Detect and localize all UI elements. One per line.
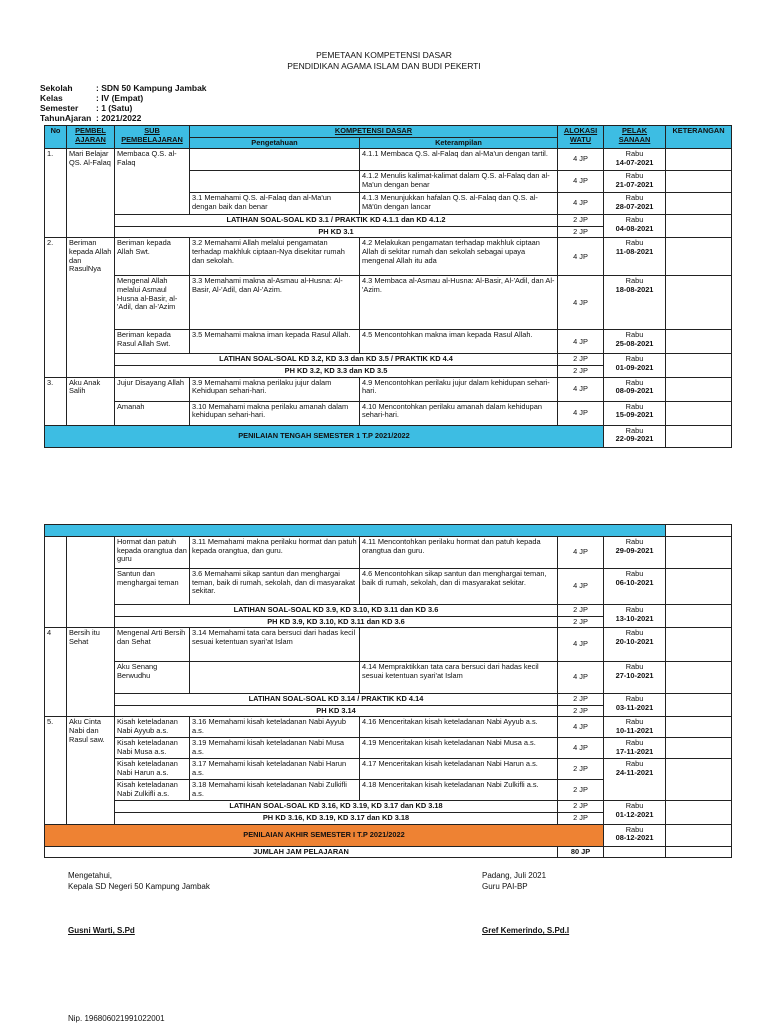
pas-label: PENILAIAN AKHIR SEMESTER I T.P 2021/2022 <box>45 824 604 846</box>
date-value: 01-12-2021 <box>615 809 654 819</box>
day-label: Rabu <box>625 238 644 248</box>
school-info <box>40 83 207 123</box>
table-row <box>45 537 732 569</box>
day-label: Rabu <box>625 569 644 578</box>
table-row <box>45 401 732 425</box>
row-date <box>604 628 666 662</box>
table-row <box>45 717 732 738</box>
row-date <box>604 846 666 858</box>
row-jp: 2 JP <box>558 759 604 780</box>
row-pengetahuan: 3.16 Memahami kisah keteladanan Nabi Ayyub a.s. <box>190 717 360 738</box>
row-sub: Aku Senang Berwudhu <box>115 662 190 694</box>
pts-label: PENILAIAN TENGAH SEMESTER 1 T.P 2021/2022 <box>45 425 604 447</box>
info-key: Semester <box>40 103 79 113</box>
table-row <box>45 149 732 171</box>
table-row <box>45 628 732 662</box>
row-keterangan <box>666 193 732 215</box>
day-label: Rabu <box>625 330 644 340</box>
day-label: Rabu <box>625 425 644 435</box>
row-pengetahuan: 3.2 Memahami Allah melalui pengamatan terhadap makhluk ciptaan-Nya disekitar rumah dan sekolah. <box>190 238 360 276</box>
row-pembelajaran: Beriman kepada Allah dan RasulNya <box>67 238 115 377</box>
row-keterangan <box>666 605 732 628</box>
latihan-row <box>45 801 732 813</box>
header-row <box>45 126 732 138</box>
date-value: 24-11-2021 <box>615 767 654 777</box>
header-band-row <box>45 525 732 537</box>
col-alokasi: ALOKASI WATU <box>558 126 604 149</box>
info-key: Sekolah <box>40 83 73 93</box>
day-label: Rabu <box>625 193 644 203</box>
col-keterangan: KETERANGAN <box>666 126 732 149</box>
row-jp: 4 JP <box>558 330 604 354</box>
row-keterangan <box>666 537 732 569</box>
sig-right-line1: Padang, Juli 2021 <box>482 871 547 880</box>
row-pembelajaran: Aku Cinta Nabi dan Rasul saw. <box>67 717 115 824</box>
row-pengetahuan: 3.18 Memahami kisah keteladanan Nabi Zulkifli a.s. <box>190 780 360 801</box>
row-jp: 4 JP <box>558 401 604 425</box>
row-pembelajaran <box>67 537 115 628</box>
blue-band <box>45 525 666 537</box>
row-keterampilan: 4.1.3 Menunjukkan hafalan Q.S. al-Falaq dan Q.S. al-Mā'ūn dengan lancar <box>360 193 558 215</box>
document-subtitle: PENDIDIKAN AGAMA ISLAM DAN BUDI PEKERTI <box>287 61 481 71</box>
date-value: 03-11-2021 <box>615 702 654 712</box>
row-pengetahuan <box>190 171 360 193</box>
day-label: Rabu <box>625 171 644 181</box>
kd-table-2 <box>44 524 732 858</box>
row-jp: 2 JP <box>558 226 604 238</box>
row-keterampilan: 4.5 Mencontohkan makna iman kepada Rasul Allah. <box>360 330 558 354</box>
pts-row <box>45 425 732 447</box>
latihan-label: LATIHAN SOAL-SOAL KD 3.9, KD 3.10, KD 3.11 dan KD 3.6 <box>115 605 558 617</box>
row-pengetahuan: 3.14 Memahami tata cara bersuci dari hadas kecil sesuai ketentuan syari'at Islam <box>190 628 360 662</box>
col-pembelajaran: PEMBEL AJARAN <box>67 126 115 149</box>
row-date <box>604 717 666 738</box>
total-label: JUMLAH JAM PELAJARAN <box>45 846 558 858</box>
sig-left-nip: Nip. 196806021991022001 <box>68 1014 165 1023</box>
row-jp: 2 JP <box>558 215 604 227</box>
row-jp: 4 JP <box>558 738 604 759</box>
row-keterangan <box>666 801 732 824</box>
table-row <box>45 276 732 330</box>
sig-left-line1: Mengetahui, <box>68 871 113 880</box>
date-value: 14-07-2021 <box>615 157 654 167</box>
total-jp: 80 JP <box>558 846 604 858</box>
row-jp: 4 JP <box>558 569 604 605</box>
day-label: Rabu <box>625 738 644 748</box>
row-keterangan <box>666 377 732 401</box>
info-key: Kelas <box>40 93 63 103</box>
latihan-label: LATIHAN SOAL-SOAL KD 3.14 / PRAKTIK KD 4.14 <box>115 694 558 706</box>
document-title: PEMETAAN KOMPETENSI DASAR <box>316 50 452 60</box>
day-label: Rabu <box>625 537 644 546</box>
row-no: 5. <box>45 717 67 824</box>
row-jp: 4 JP <box>558 537 604 569</box>
row-date <box>604 330 666 354</box>
col-pelaksanaan: PELAK SANAAN <box>604 126 666 149</box>
row-keterampilan: 4.1.1 Membaca Q.S. al-Falaq dan al-Ma'un dengan tartil. <box>360 149 558 171</box>
ph-label: PH KD 3.14 <box>115 705 558 717</box>
row-date <box>604 759 666 801</box>
row-sub: Membaca Q.S. al-Falaq <box>115 149 190 215</box>
day-label: Rabu <box>625 605 644 614</box>
row-keterampilan: 4.19 Menceritakan kisah keteladanan Nabi Musa a.s. <box>360 738 558 759</box>
ph-label: PH KD 3.9, KD 3.10, KD 3.11 dan KD 3.6 <box>115 616 558 628</box>
row-keterangan <box>666 717 732 738</box>
row-date <box>604 662 666 694</box>
date-value: 11-08-2021 <box>615 246 654 256</box>
col-pengetahuan: Pengetahuan <box>190 137 360 149</box>
date-value: 28-07-2021 <box>615 201 654 211</box>
row-keterangan <box>666 330 732 354</box>
day-label: Rabu <box>625 628 644 638</box>
latihan-row <box>45 605 732 617</box>
day-label: Rabu <box>625 662 644 672</box>
row-jp: 2 JP <box>558 801 604 813</box>
col-sub: SUB PEMBELAJARAN <box>115 126 190 149</box>
date-value: 27-10-2021 <box>615 670 654 680</box>
info-value: : 2021/2022 <box>96 113 142 123</box>
info-value: : 1 (Satu) <box>96 103 133 113</box>
row-keterangan <box>666 824 732 846</box>
day-label: Rabu <box>625 215 644 225</box>
row-jp: 4 JP <box>558 662 604 694</box>
row-date <box>604 694 666 717</box>
row-date <box>604 824 666 846</box>
date-value: 10-11-2021 <box>615 725 654 735</box>
row-keterampilan: 4.2 Melakukan pengamatan terhadap makhluk ciptaan Allah di sekitar rumah dan sekolah sebagai upaya mengenal Allah itu ada <box>360 238 558 276</box>
table-row <box>45 238 732 276</box>
row-jp: 2 JP <box>558 605 604 617</box>
row-sub: Kisah keteladanan Nabi Harun a.s. <box>115 759 190 780</box>
latihan-row <box>45 215 732 227</box>
row-keterangan <box>666 149 732 171</box>
row-no: 2. <box>45 238 67 377</box>
row-pengetahuan: 3.19 Memahami kisah keteladanan Nabi Musa a.s. <box>190 738 360 759</box>
row-jp: 2 JP <box>558 705 604 717</box>
row-keterangan <box>666 628 732 662</box>
row-pengetahuan: 3.1 Memahami Q.S. al-Falaq dan al-Ma'un dengan baik dan benar <box>190 193 360 215</box>
info-value: : SDN 50 Kampung Jambak <box>96 83 207 93</box>
ph-label: PH KD 3.1 <box>115 226 558 238</box>
sig-left-line2: Kepala SD Negeri 50 Kampung Jambak <box>68 882 210 891</box>
table-row <box>45 738 732 759</box>
day-label: Rabu <box>625 149 644 159</box>
row-pengetahuan: 3.10 Memahami makna perilaku amanah dalam kehidupan sehari-hari. <box>190 401 360 425</box>
row-keterampilan: 4.3 Membaca al-Asmau al-Husna: Al-Basir, Al-'Adil, dan Al-'Azim. <box>360 276 558 330</box>
row-keterangan <box>666 525 732 537</box>
date-value: 15-09-2021 <box>615 410 654 420</box>
row-no: 3. <box>45 377 67 425</box>
row-pengetahuan: 3.5 Memahami makna iman kepada Rasul Allah. <box>190 330 360 354</box>
row-jp: 2 JP <box>558 616 604 628</box>
row-sub: Kisah keteladanan Nabi Zulkifli a.s. <box>115 780 190 801</box>
row-jp: 2 JP <box>558 780 604 801</box>
row-keterangan <box>666 354 732 377</box>
date-value: 04-08-2021 <box>615 223 654 233</box>
row-date <box>604 605 666 628</box>
row-keterampilan: 4.1.2 Menulis kalimat-kalimat dalam Q.S. al-Falaq dan al-Ma'un dengan benar <box>360 171 558 193</box>
date-value: 17-11-2021 <box>615 746 654 756</box>
row-pengetahuan <box>190 662 360 694</box>
row-keterangan <box>666 694 732 717</box>
row-jp: 4 JP <box>558 717 604 738</box>
row-keterangan <box>666 662 732 694</box>
row-jp: 4 JP <box>558 276 604 330</box>
row-keterampilan: 4.10 Mencontohkan perilaku amanah dalam kehidupan sehari-hari. <box>360 401 558 425</box>
row-pembelajaran: Mari Belajar QS. Al-Falaq <box>67 149 115 238</box>
day-label: Rabu <box>625 801 644 811</box>
row-sub: Santun dan menghargai teman <box>115 569 190 605</box>
row-jp: 4 JP <box>558 171 604 193</box>
date-value: 22-09-2021 <box>615 434 654 444</box>
row-date <box>604 354 666 377</box>
row-date <box>604 193 666 215</box>
row-keterangan <box>666 738 732 759</box>
date-value: 21-07-2021 <box>615 179 654 189</box>
date-value: 25-08-2021 <box>615 338 654 348</box>
row-sub: Beriman kepada Allah Swt. <box>115 238 190 276</box>
row-pengetahuan <box>190 149 360 171</box>
day-label: Rabu <box>625 759 644 769</box>
row-keterangan <box>666 425 732 447</box>
row-keterangan <box>666 238 732 276</box>
date-value: 13-10-2021 <box>615 613 654 623</box>
row-jp: 2 JP <box>558 365 604 377</box>
row-date <box>604 171 666 193</box>
row-keterangan <box>666 759 732 801</box>
row-date <box>604 738 666 759</box>
row-no: 4 <box>45 628 67 717</box>
day-label: Rabu <box>625 717 644 727</box>
day-label: Rabu <box>625 401 644 411</box>
col-kd: KOMPETENSI DASAR <box>190 126 558 138</box>
info-value: : IV (Empat) <box>96 93 144 103</box>
row-keterampilan: 4.9 Mencontohkan perilaku jujur dalam kehidupan sehari-hari. <box>360 377 558 401</box>
row-no: 1. <box>45 149 67 238</box>
latihan-label: LATIHAN SOAL-SOAL KD 3.16, KD 3.19, KD 3.17 dan KD 3.18 <box>115 801 558 813</box>
row-keterampilan <box>360 628 558 662</box>
row-sub: Jujur Disayang Allah <box>115 377 190 401</box>
row-pengetahuan: 3.11 Memahami makna perilaku hormat dan patuh kepada orangtua, dan guru. <box>190 537 360 569</box>
row-pengetahuan: 3.9 Memahami makna perilaku jujur dalam Kehidupan sehari-hari. <box>190 377 360 401</box>
date-value: 20-10-2021 <box>615 636 654 646</box>
date-value: 08-09-2021 <box>615 386 654 396</box>
day-label: Rabu <box>625 276 644 286</box>
table-row <box>45 377 732 401</box>
row-date <box>604 537 666 569</box>
ph-label: PH KD 3.16, KD 3.19, KD 3.17 dan KD 3.18 <box>115 812 558 824</box>
row-pembelajaran: Aku Anak Salih <box>67 377 115 425</box>
row-keterampilan: 4.17 Menceritakan kisah keteladanan Nabi Harun a.s. <box>360 759 558 780</box>
row-keterampilan: 4.18 Menceritakan kisah keteladanan Nabi Zulkifli a.s. <box>360 780 558 801</box>
row-jp: 4 JP <box>558 238 604 276</box>
row-jp: 4 JP <box>558 377 604 401</box>
row-sub: Kisah keteladanan Nabi Musa a.s. <box>115 738 190 759</box>
row-date <box>604 215 666 238</box>
row-pengetahuan: 3.17 Memahami kisah keteladanan Nabi Harun a.s. <box>190 759 360 780</box>
date-value: 08-12-2021 <box>615 833 654 843</box>
row-keterampilan: 4.11 Mencontohkan perilaku hormat dan patuh kepada orangtua dan guru. <box>360 537 558 569</box>
sig-right-line2: Guru PAI-BP <box>482 882 528 891</box>
row-keterangan <box>666 401 732 425</box>
date-value: 18-08-2021 <box>615 284 654 294</box>
date-value: 29-09-2021 <box>615 545 654 555</box>
row-keterangan <box>666 276 732 330</box>
row-keterampilan: 4.6 Mencontohkan sikap santun dan menghargai teman, baik di rumah, sekolah, dan di masyarakat sekitar. <box>360 569 558 605</box>
signature-left <box>68 870 210 892</box>
latihan-row <box>45 354 732 366</box>
sig-right-name: Gref Kemerindo, S.Pd.I <box>482 926 570 935</box>
row-date <box>604 401 666 425</box>
pas-row <box>45 824 732 846</box>
latihan-label: LATIHAN SOAL-SOAL KD 3.2, KD 3.3 dan KD 3.5 / PRAKTIK KD 4.4 <box>115 354 558 366</box>
row-date <box>604 276 666 330</box>
row-keterangan <box>666 569 732 605</box>
row-keterangan <box>666 846 732 858</box>
row-pengetahuan: 3.3 Memahami makna al-Asmau al-Husna: Al-Basir, Al-'Adil, dan Al-'Azim. <box>190 276 360 330</box>
row-keterangan <box>666 171 732 193</box>
row-keterampilan: 4.14 Mempraktikkan tata cara bersuci dari hadas kecil sesuai ketentuan syari'at Islam <box>360 662 558 694</box>
sig-left-name: Gusni Warti, S.Pd <box>68 926 135 935</box>
day-label: Rabu <box>625 824 644 834</box>
day-label: Rabu <box>625 354 644 364</box>
row-date <box>604 238 666 276</box>
day-label: Rabu <box>625 377 644 387</box>
date-value: 06-10-2021 <box>615 577 654 587</box>
row-jp: 4 JP <box>558 193 604 215</box>
day-label: Rabu <box>625 694 644 704</box>
row-jp: 2 JP <box>558 694 604 706</box>
date-value: 01-09-2021 <box>615 362 654 372</box>
row-pembelajaran: Bersih itu Sehat <box>67 628 115 717</box>
row-keterangan <box>666 215 732 238</box>
row-jp: 2 JP <box>558 812 604 824</box>
ph-label: PH KD 3.2, KD 3.3 dan KD 3.5 <box>115 365 558 377</box>
row-date <box>604 425 666 447</box>
row-sub: Hormat dan patuh kepada orangtua dan guru <box>115 537 190 569</box>
row-sub: Mengenal Allah melalui Asmaul Husna al-Basir, al-'Adil, dan al-'Azim <box>115 276 190 330</box>
row-sub: Kisah keteladanan Nabi Ayyub a.s. <box>115 717 190 738</box>
table-row <box>45 330 732 354</box>
latihan-row <box>45 694 732 706</box>
row-keterampilan: 4.16 Menceritakan kisah keteladanan Nabi Ayyub a.s. <box>360 717 558 738</box>
col-no: No <box>45 126 67 149</box>
info-key: TahunAjaran <box>40 113 92 123</box>
kd-table-1 <box>44 125 732 448</box>
table-row <box>45 662 732 694</box>
row-sub: Beriman kepada Rasul Allah Swt. <box>115 330 190 354</box>
total-row <box>45 846 732 858</box>
row-date <box>604 801 666 824</box>
table-row <box>45 569 732 605</box>
row-jp: 2 JP <box>558 354 604 366</box>
row-jp: 4 JP <box>558 628 604 662</box>
row-sub: Amanah <box>115 401 190 425</box>
signature-right <box>482 870 546 892</box>
col-keterampilan: Keterampilan <box>360 137 558 149</box>
table-row <box>45 759 732 780</box>
row-date <box>604 569 666 605</box>
row-date <box>604 377 666 401</box>
row-no <box>45 537 67 628</box>
row-date <box>604 149 666 171</box>
row-jp: 4 JP <box>558 149 604 171</box>
row-pengetahuan: 3.6 Memahami sikap santun dan menghargai teman, baik di rumah, sekolah, dan di masyarakat sekitar. <box>190 569 360 605</box>
row-sub: Mengenal Arti Bersih dan Sehat <box>115 628 190 662</box>
latihan-label: LATIHAN SOAL-SOAL KD 3.1 / PRAKTIK KD 4.1.1 dan KD 4.1.2 <box>115 215 558 227</box>
